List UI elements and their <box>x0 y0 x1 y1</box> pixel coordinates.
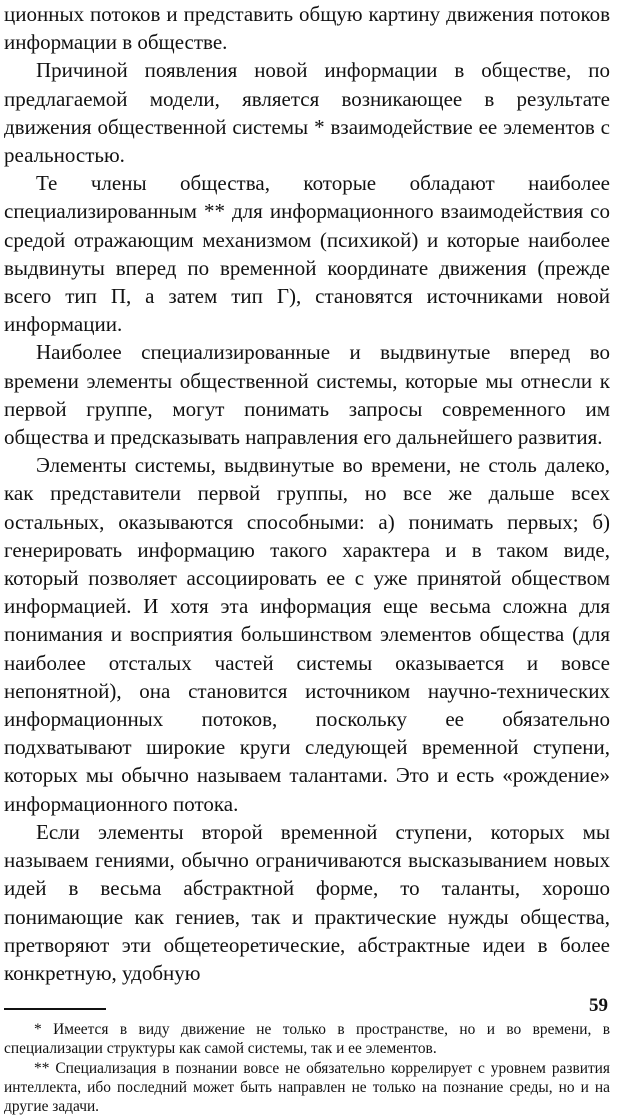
footnotes <box>4 1020 610 1116</box>
footnote: * Имеется в виду движение не только в пространстве, но и во времени, в специализации структуры как самой системы, так и ее элементов. <box>4 1021 610 1058</box>
paragraph: Причиной появления новой информации в обществе, по предлагаемой модели, является возникающее в результате движения общественной системы * взаимодействие ее элементов с реальностью. <box>4 58 610 168</box>
main-text <box>4 0 610 987</box>
paragraph: Если элементы второй временной ступени, которых мы называем гениями, обычно ограничиваются высказыванием новых идей в весьма абстрактной форме, то таланты, хорошо понимающие как гениев, так и практические нужды общества, претворяют эти общетеоретические, абстрактные идеи в более конкретную, удобную <box>4 819 610 985</box>
footnote: ** Специализация в познании вовсе не обязательно коррелирует с уровнем развития интеллекта, ибо последний может быть направлен не только на познание среды, но и на другие задачи. <box>4 1059 610 1116</box>
paragraph: Элементы системы, выдвинутые во времени, не столь далеко, как представители первой группы, но все же дальше всех остальных, оказываются способными: а) понимать первых; б) генерировать информацию такого характера и в таком виде, который позволяет ассоциировать ее с уже принятой обществом информацией. И хотя эта информация еще весьма сложна для понимания и восприятия большинством элементов общества (для наиболее отсталых частей системы оказывается и вовсе непонятной), она становится источником научно-технических информационных потоков, поскольку ее обязательно подхватывают широкие круги следующей временной ступени, которых мы обычно называем талантами. Это и есть «рождение» информационного потока. <box>4 453 610 816</box>
paragraph: Те члены общества, которые обладают наиболее специализированным ** для информационного взаимодействия со средой отражающим механизмом (психикой) и которые наиболее выдвинуты вперед по временной координате движения (прежде всего тип П, а затем тип Г), становятся источниками новой информации. <box>4 171 610 337</box>
page-number: 59 <box>589 995 608 1016</box>
paragraph-continuation: ционных потоков и представить общую картину движения потоков информации в обществе. <box>4 2 610 55</box>
paragraph: Наиболее специализированные и выдвинутые вперед во времени элементы общественной системы, которые мы отнесли к первой группе, могут понимать запросы современного им общества и предсказывать направления его дальнейшего развития. <box>4 340 610 450</box>
footnote-divider <box>4 1008 106 1010</box>
